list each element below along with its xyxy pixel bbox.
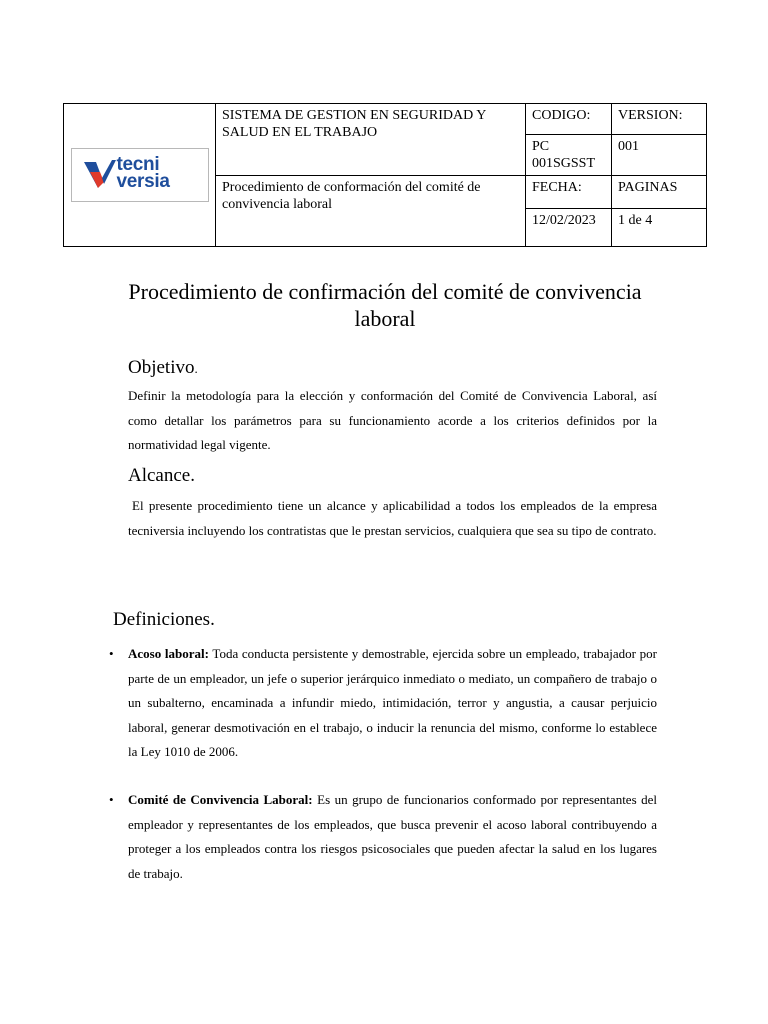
fecha-label: FECHA:: [526, 176, 612, 209]
company-logo: [71, 148, 209, 202]
alcance-text: El presente procedimiento tiene un alcance y aplicabilidad a todos los empleados de la empresa tecniversia incluyendo los contratistas que le prestan servicios, cualquiera que sea su tipo de contrato.: [128, 498, 657, 538]
definition-term: Acoso laboral:: [128, 646, 209, 661]
definition-text: Toda conducta persistente y demostrable, ejercida sobre un empleado, trabajador por parte de un empleador, un jefe o superior jerárquico inmediato o mediato, un compañero de trabajo o un subalterno, encaminada a infundir miedo, intimidación, terror y angustia, a causar perjuicio laboral, generar desmotivación en el trabajo, o inducir la renuncia del mismo, conforme lo establece la Ley 1010 de 2006.: [128, 646, 657, 759]
version-value: 001: [612, 135, 707, 176]
logo-mark-icon: [84, 158, 116, 190]
objetivo-heading-text: Objetivo: [128, 357, 195, 378]
definition-text: Es un grupo de funcionarios conformado por representantes del empleador y representantes de los empleados, que busca prevenir el acoso laboral contribuyendo a proteger a los empleados contra los riesgos psicosociales que pueden afectar la salud en los lugares de trabajo.: [128, 792, 658, 881]
definition-body: [128, 788, 657, 886]
paginas-label: PAGINAS: [612, 176, 707, 209]
objetivo-text: Definir la metodología para la elección y conformación del Comité de Convivencia Laboral, así como detallar los parámetros para su funcionamiento acorde a los criterios definidos por la normatividad legal vigente.: [128, 388, 657, 452]
logo-text-line1: tecni: [116, 154, 160, 175]
document-title: Procedimiento de confirmación del comité de convivencia laboral: [128, 279, 642, 331]
codigo-value: PC 001SGSST: [526, 135, 612, 176]
bullet-icon: •: [109, 646, 114, 661]
procedure-name-cell: Procedimiento de conformación del comité de convivencia laboral: [216, 176, 526, 247]
objetivo-heading: [128, 357, 198, 380]
alcance-heading: Alcance.: [128, 465, 195, 486]
system-title-cell: SISTEMA DE GESTION EN SEGURIDAD Y SALUD EN EL TRABAJO: [216, 104, 526, 176]
version-label: VERSION:: [612, 104, 707, 135]
definition-body: [128, 642, 657, 765]
codigo-label: CODIGO:: [526, 104, 612, 135]
document-header-table: [63, 103, 707, 247]
bullet-icon: •: [109, 792, 114, 807]
objetivo-heading-suffix: .: [194, 361, 198, 376]
definiciones-heading: Definiciones.: [113, 609, 215, 630]
paginas-value: 1 de 4: [612, 209, 707, 247]
logo-cell: [64, 104, 216, 247]
definition-term: Comité de Convivencia Laboral:: [128, 792, 313, 807]
fecha-value: 12/02/2023: [526, 209, 612, 247]
logo-text-line2: versia: [116, 171, 170, 192]
